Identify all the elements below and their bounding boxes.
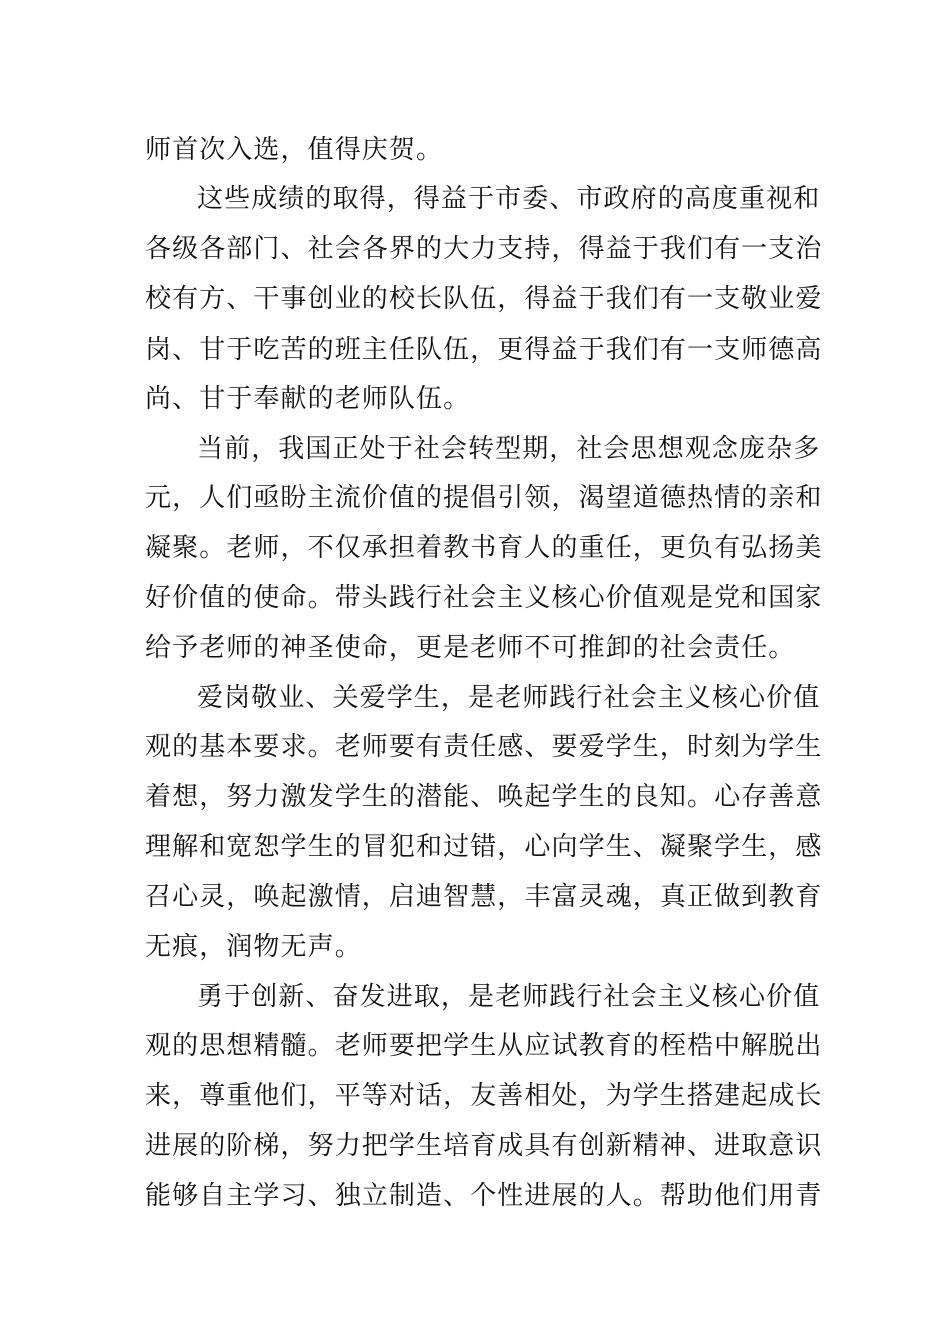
paragraph-first-line: 当前，我国正处于社会转型期，社会思想观念庞杂多: [197, 434, 821, 464]
text-line: 给予老师的神圣使命，更是老师不可推卸的社会责任。: [145, 633, 796, 663]
text-line: 师首次入选，值得庆贺。: [145, 135, 444, 165]
paragraph-first-line: 这些成绩的取得，得益于市委、市政府的高度重视和: [197, 184, 821, 214]
text-line: 进展的阶梯，努力把学生培育成具有创新精神、进取意识: [145, 1131, 823, 1161]
text-line: 无痕，润物无声。: [145, 932, 362, 962]
text-line: 来，尊重他们，平等对话，友善相处，为学生搭建起成长: [145, 1081, 823, 1111]
text-line: 观的基本要求。老师要有责任感、要爱学生，时刻为学生: [145, 732, 823, 762]
text-line: 好价值的使命。带头践行社会主义核心价值观是党和国家: [145, 583, 823, 613]
text-line: 凝聚。老师，不仅承担着教书育人的重任，更负有弘扬美: [145, 533, 823, 563]
text-line: 观的思想精髓。老师要把学生从应试教育的桎梏中解脱出: [145, 1031, 823, 1061]
text-line: 元，人们亟盼主流价值的提倡引领，渴望道德热情的亲和: [145, 483, 823, 513]
text-line: 能够自主学习、独立制造、个性进展的人。帮助他们用青: [145, 1181, 823, 1211]
paragraph-first-line: 勇于创新、奋发进取，是老师践行社会主义核心价值: [197, 982, 821, 1012]
text-line: 着想，努力激发学生的潜能、唤起学生的良知。心存善意: [145, 782, 823, 812]
text-line: 理解和宽恕学生的冒犯和过错，心向学生、凝聚学生，感: [145, 832, 823, 862]
text-line: 召心灵，唤起激情，启迪智慧，丰富灵魂，真正做到教育: [145, 882, 823, 912]
text-line: 岗、甘于吃苦的班主任队伍，更得益于我们有一支师德高: [145, 335, 823, 365]
text-line: 校有方、干事创业的校长队伍，得益于我们有一支敬业爱: [145, 284, 823, 314]
text-line: 各级各部门、社会各界的大力支持，得益于我们有一支治: [145, 234, 823, 264]
text-line: 尚、甘于奉献的老师队伍。: [145, 384, 471, 414]
paragraph-first-line: 爱岗敬业、关爱学生，是老师践行社会主义核心价值: [197, 683, 821, 713]
